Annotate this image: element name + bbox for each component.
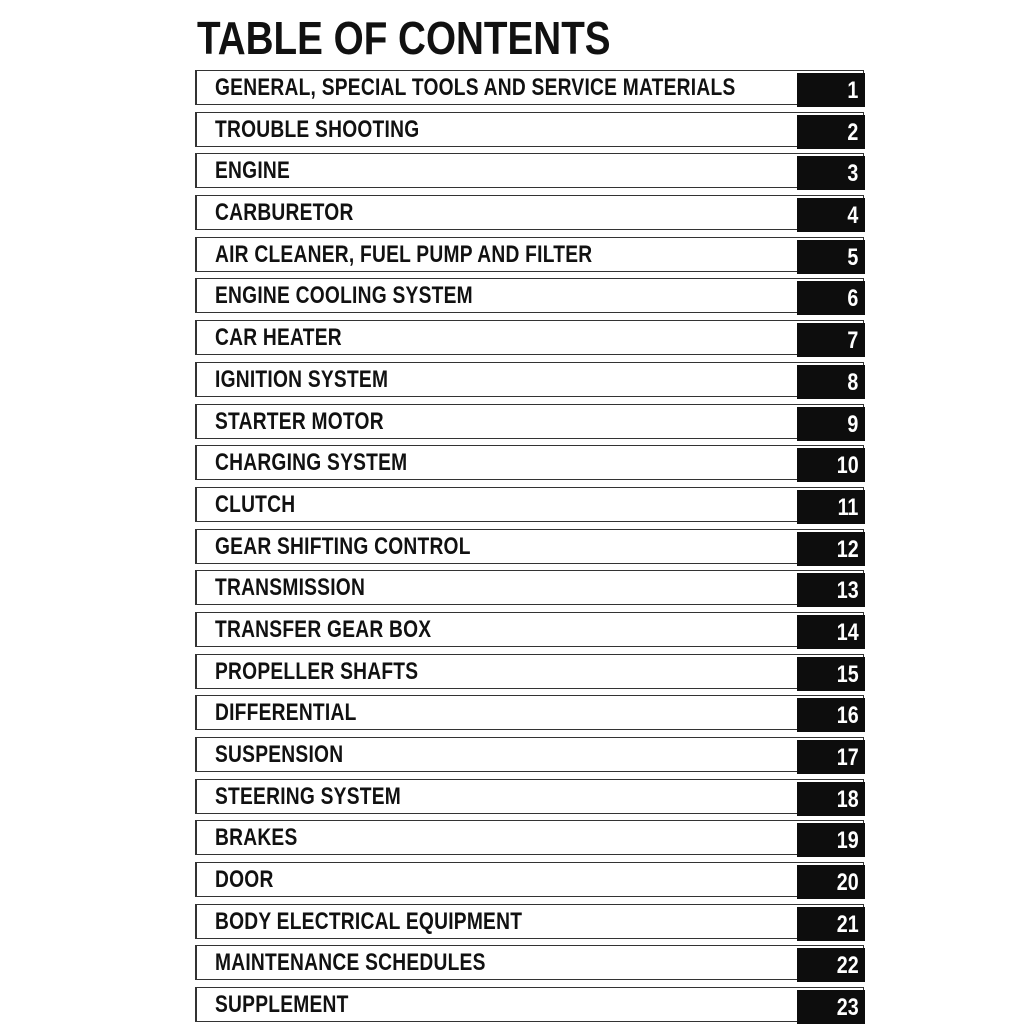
section-title: GENERAL, SPECIAL TOOLS AND SERVICE MATERIALS: [215, 74, 736, 101]
section-title: CAR HEATER: [215, 324, 342, 352]
section-number: 16: [836, 702, 859, 730]
section-number: 13: [836, 577, 859, 605]
section-number: 5: [847, 243, 859, 271]
table-of-contents: [195, 70, 864, 1029]
section-title: STARTER MOTOR: [215, 407, 384, 435]
section-title: PROPELLER SHAFTS: [215, 657, 419, 685]
toc-row[interactable]: [195, 195, 864, 230]
section-tab[interactable]: [797, 698, 865, 732]
section-number: 10: [836, 452, 859, 480]
section-tab[interactable]: [797, 73, 865, 107]
section-title: TRANSMISSION: [215, 574, 366, 602]
section-title: DOOR: [215, 866, 274, 894]
section-tab[interactable]: [797, 198, 865, 232]
section-title: STEERING SYSTEM: [215, 782, 402, 810]
toc-row[interactable]: [195, 904, 864, 939]
section-tab[interactable]: [797, 615, 865, 649]
section-tab[interactable]: [797, 823, 865, 857]
section-number: 22: [836, 952, 859, 980]
section-number: 3: [847, 160, 859, 188]
section-tab[interactable]: [797, 907, 865, 941]
section-number: 12: [836, 535, 859, 563]
section-number: 17: [836, 744, 859, 771]
section-tab[interactable]: [797, 407, 865, 441]
toc-row[interactable]: [195, 654, 864, 689]
toc-row[interactable]: [195, 362, 864, 397]
section-title: SUSPENSION: [215, 741, 344, 768]
toc-row[interactable]: [195, 320, 864, 355]
section-title: CLUTCH: [215, 490, 296, 518]
page-title: TABLE OF CONTENTS: [197, 12, 611, 64]
section-title: CHARGING SYSTEM: [215, 449, 408, 477]
section-number: 18: [836, 785, 859, 813]
section-title: DIFFERENTIAL: [215, 699, 357, 727]
section-number: 14: [836, 618, 859, 646]
section-title: BODY ELECTRICAL EQUIPMENT: [215, 907, 523, 935]
toc-row[interactable]: [195, 445, 864, 480]
section-title: BRAKES: [215, 824, 298, 852]
section-tab[interactable]: [797, 448, 865, 482]
section-number: 20: [836, 869, 859, 897]
toc-row[interactable]: [195, 779, 864, 814]
section-number: 8: [847, 368, 859, 396]
section-tab[interactable]: [797, 948, 865, 982]
toc-row[interactable]: [195, 987, 864, 1022]
toc-row[interactable]: [195, 112, 864, 147]
section-title: SUPPLEMENT: [215, 991, 349, 1019]
toc-row[interactable]: [195, 862, 864, 897]
section-tab[interactable]: [797, 240, 865, 274]
section-tab[interactable]: [797, 281, 865, 315]
section-title: TRANSFER GEAR BOX: [215, 615, 432, 643]
toc-row[interactable]: [195, 153, 864, 188]
section-number: 6: [847, 285, 859, 313]
section-title: MAINTENANCE SCHEDULES: [215, 949, 486, 977]
section-tab[interactable]: [797, 115, 865, 149]
section-number: 19: [836, 827, 859, 855]
toc-row[interactable]: [195, 737, 864, 772]
toc-row[interactable]: [195, 612, 864, 647]
section-number: 21: [836, 910, 859, 938]
section-number: 9: [847, 410, 859, 438]
section-number: 1: [847, 77, 859, 104]
section-number: 23: [836, 994, 859, 1022]
section-tab[interactable]: [797, 740, 865, 774]
section-title: CARBURETOR: [215, 199, 354, 227]
section-tab[interactable]: [797, 532, 865, 566]
toc-row[interactable]: [195, 570, 864, 605]
section-tab[interactable]: [797, 657, 865, 691]
section-title: ENGINE: [215, 157, 291, 185]
toc-row[interactable]: [195, 70, 864, 105]
section-tab[interactable]: [797, 490, 865, 524]
section-number: 15: [836, 660, 859, 688]
toc-row[interactable]: [195, 237, 864, 272]
toc-row[interactable]: [195, 529, 864, 564]
section-tab[interactable]: [797, 573, 865, 607]
section-tab[interactable]: [797, 323, 865, 357]
section-tab[interactable]: [797, 990, 865, 1024]
section-number: 11: [837, 493, 859, 521]
section-title: TROUBLE SHOOTING: [215, 115, 420, 143]
toc-row[interactable]: [195, 404, 864, 439]
section-number: 7: [847, 327, 859, 355]
toc-row[interactable]: [195, 820, 864, 855]
toc-row[interactable]: [195, 278, 864, 313]
section-title: AIR CLEANER, FUEL PUMP AND FILTER: [215, 240, 593, 268]
section-title: ENGINE COOLING SYSTEM: [215, 282, 473, 310]
section-tab[interactable]: [797, 365, 865, 399]
toc-row[interactable]: [195, 695, 864, 730]
section-tab[interactable]: [797, 156, 865, 190]
toc-row[interactable]: [195, 487, 864, 522]
section-number: 2: [847, 118, 859, 146]
section-number: 4: [847, 202, 859, 230]
section-tab[interactable]: [797, 865, 865, 899]
toc-row[interactable]: [195, 945, 864, 980]
section-tab[interactable]: [797, 782, 865, 816]
section-title: GEAR SHIFTING CONTROL: [215, 532, 471, 560]
section-title: IGNITION SYSTEM: [215, 365, 389, 393]
